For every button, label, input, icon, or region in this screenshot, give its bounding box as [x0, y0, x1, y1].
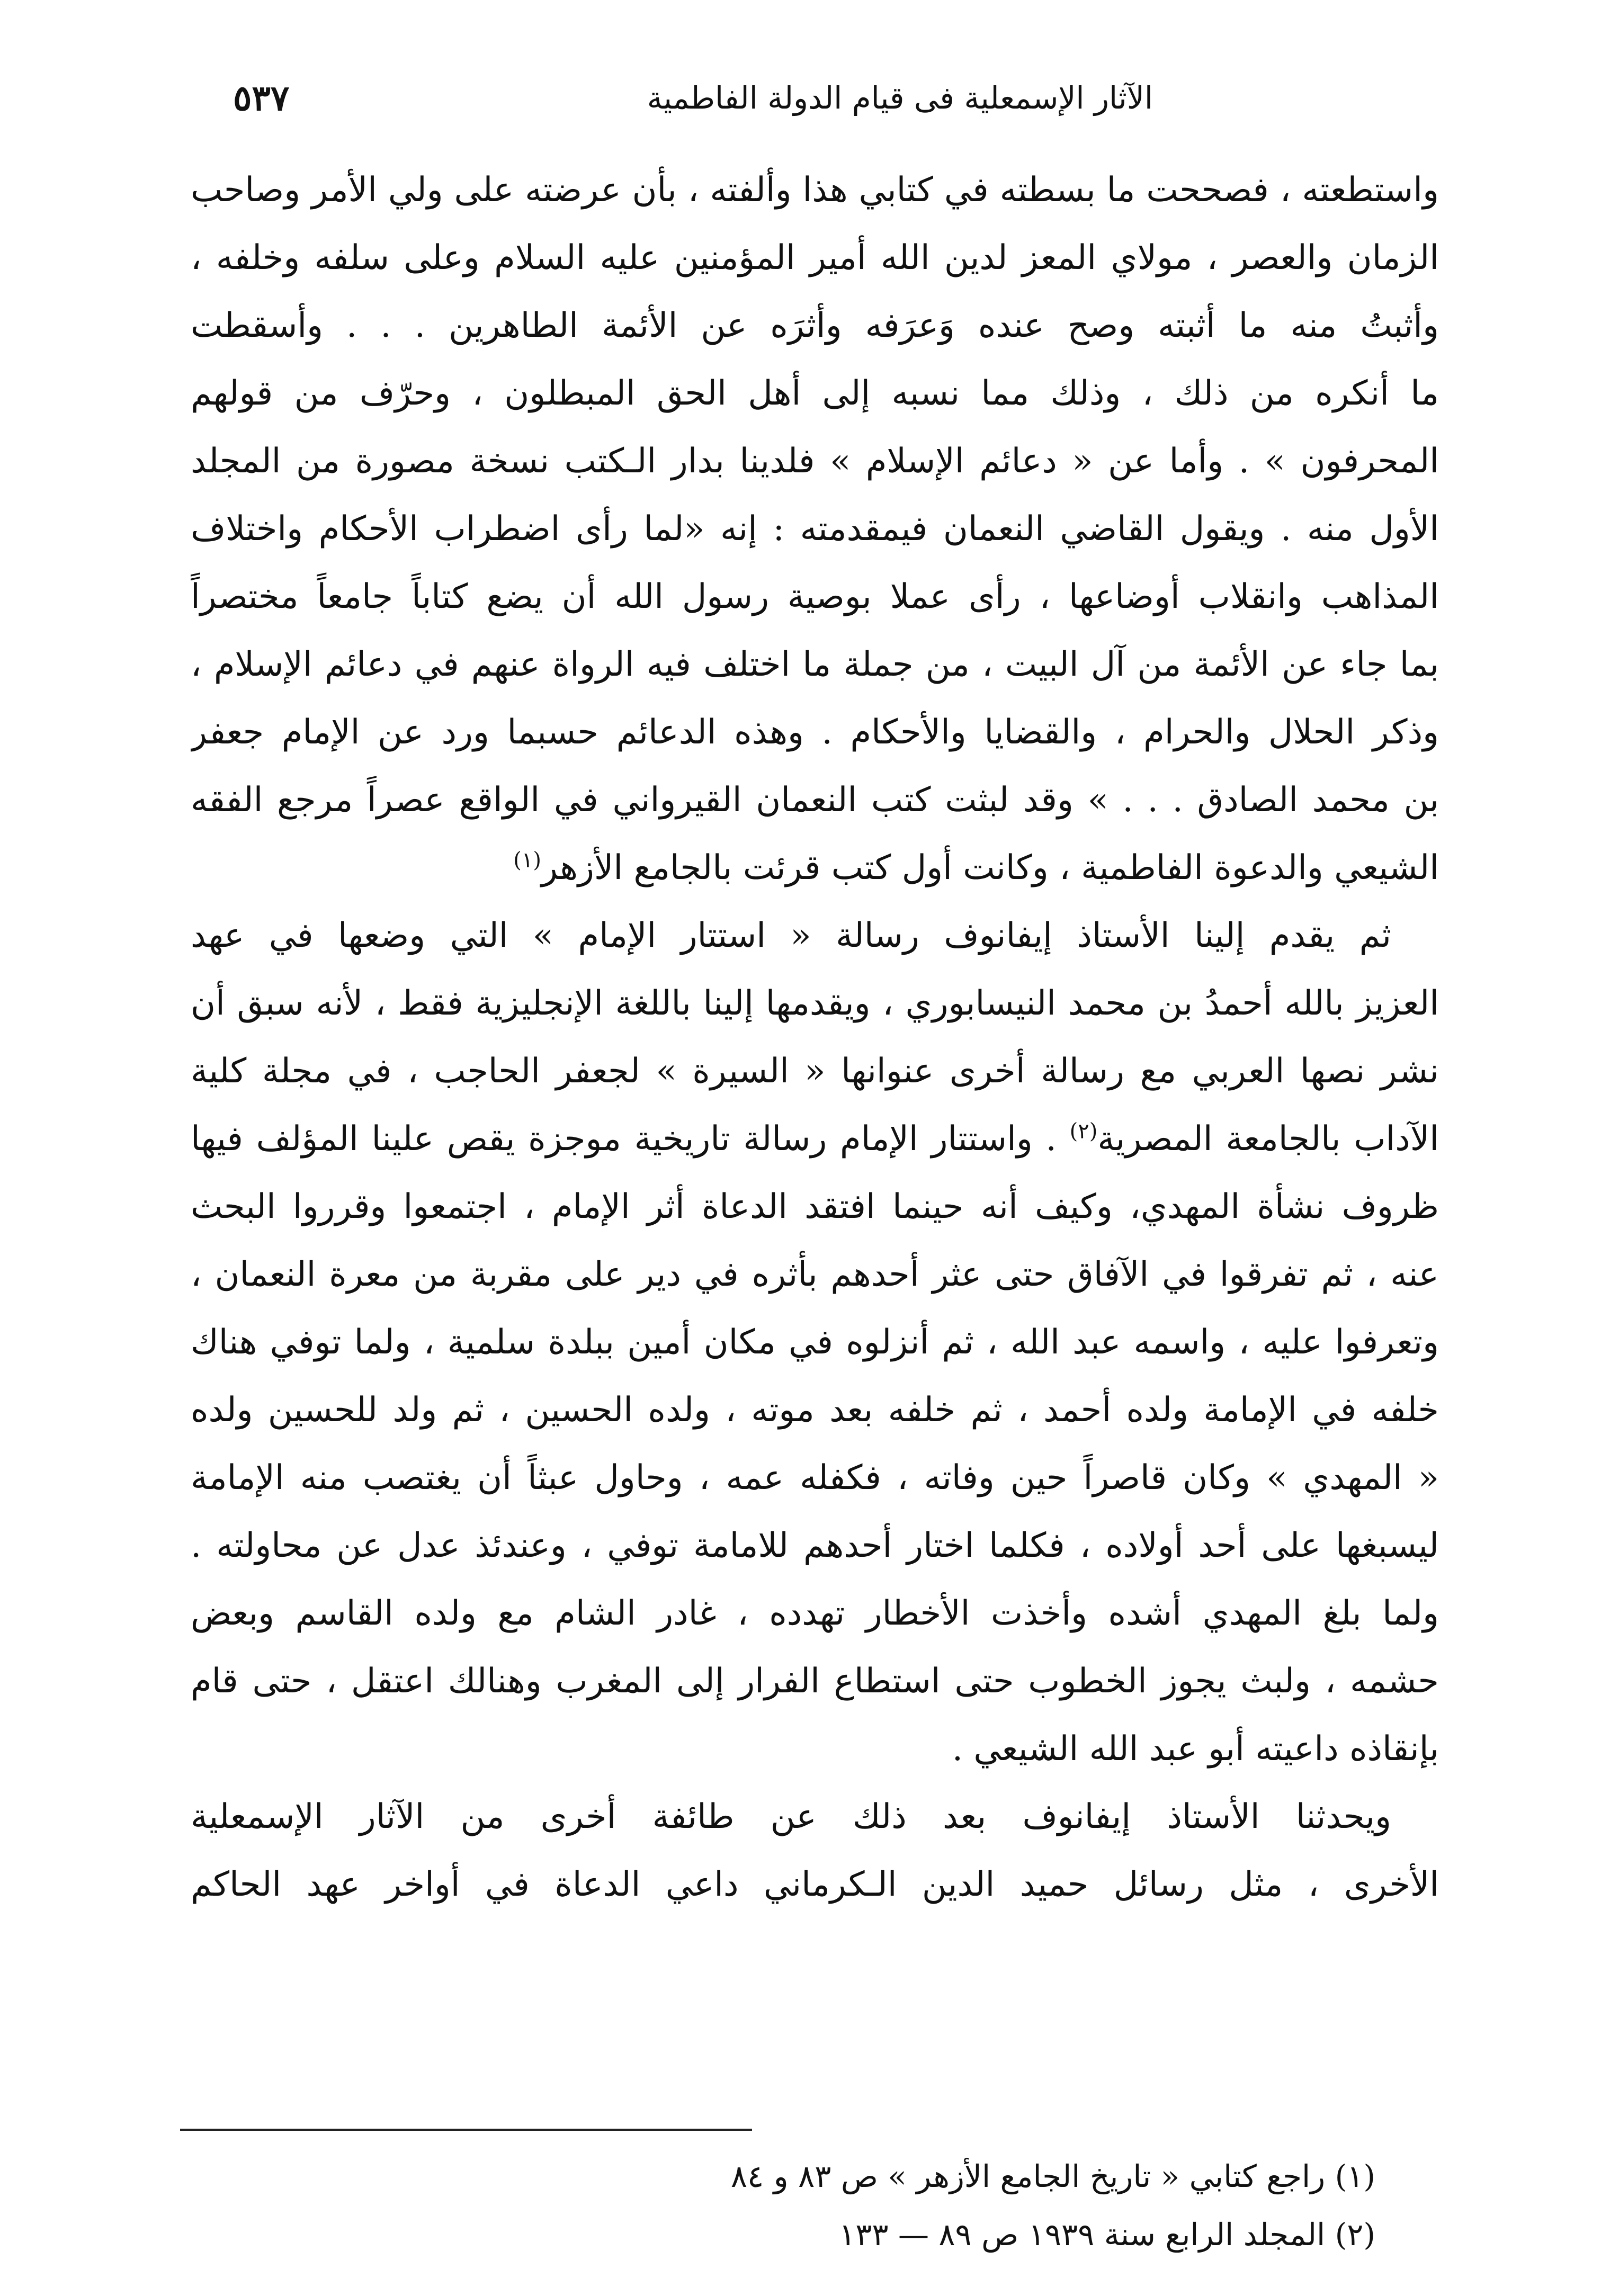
text-line [191, 1105, 1439, 1173]
text-line: ثم يقدم إلينا الأستاذ إيفانوف رسالة « استتار الإمام » التي وضعها في عهد [191, 916, 1391, 955]
text-line: عنه ، ثم تفرقوا في الآفاق حتى عثر أحدهم بأثره في دير على مقربة من معرة النعمان ، [191, 1255, 1439, 1294]
text-line: الأخرى ، مثل رسائل حميد الدين الـكرماني داعي الدعاة في أواخر عهد الحاكم [191, 1865, 1439, 1904]
text-line: ظروف نشأة المهدي، وكيف أنه حينما افتقد الدعاة أثر الإمام ، اجتمعوا وقرروا البحث [191, 1187, 1439, 1226]
line-text: . واستتار الإمام رسالة تاريخية موجزة يقص علينا المؤلف فيها [191, 1119, 1057, 1159]
text-line: وأثبتُ منه ما أثبته وصح عنده وَعرَفه وأثرَه عن الأئمة الطاهرين . . . وأسقطت [191, 306, 1439, 345]
text-line: نشر نصها العربي مع رسالة أخرى عنوانها « السيرة » لجعفر الحاجب ، في مجلة كلية [191, 1052, 1439, 1091]
text-line: ويحدثنا الأستاذ إيفانوف بعد ذلك عن طائفة أخرى من الآثار الإسمعلية [191, 1797, 1391, 1836]
page-number: ٥٣٧ [233, 77, 290, 119]
footnote-1: (١) راجع كتابي « تاريخ الجامع الأزهر » ص ٨٣ و ٨٤ [730, 2158, 1375, 2194]
paragraph-2 [191, 902, 1439, 1783]
line-text: الشيعي والدعوة الفاطمية ، وكانت أول كتب قرئت بالجامع الأزهر [541, 848, 1439, 887]
footnote-divider [180, 2129, 752, 2131]
text-line: العزيز بالله أحمدُ بن محمد النيسابوري ، ويقدمها إلينا باللغة الإنجليزية فقط ، لأنه سبق أن [191, 984, 1439, 1023]
text-line: ليسبغها على أحد أولاده ، فكلما اختار أحدهم للامامة توفي ، وعندئذ عدل عن محاولته . [191, 1526, 1439, 1565]
text-line: خلفه في الإمامة ولده أحمد ، ثم خلفه بعد موته ، ولده الحسين ، ثم ولد للحسين ولده [191, 1391, 1439, 1430]
page-header [191, 69, 1428, 127]
text-line: بإنقاذه داعيته أبو عبد الله الشيعي . [952, 1729, 1439, 1769]
footnote-mark-2: (٢) [1069, 1119, 1098, 1144]
paragraph-1 [191, 156, 1439, 902]
text-line: وذكر الحلال والحرام ، والقضايا والأحكام . وهذه الدعائم حسبما ورد عن الإمام جعفر [191, 713, 1439, 752]
text-line: حشمه ، ولبث يجوز الخطوب حتى استطاع الفرار إلى المغرب وهنالك اعتقل ، حتى قام [191, 1662, 1439, 1701]
text-line: واستطعته ، فصححت ما بسطته في كتابي هذا وألفته ، بأن عرضته على ولي الأمر وصاحب [191, 171, 1439, 210]
text-line: « المهدي » وكان قاصراً حين وفاته ، فكفله عمه ، وحاول عبثاً أن يغتصب منه الإمامة [191, 1458, 1439, 1497]
text-line: بن محمد الصادق . . . » وقد لبثت كتب النعمان القيرواني في الواقع عصراً مرجع الفقه [191, 781, 1439, 820]
line-text: الآداب بالجامعة المصرية [1097, 1119, 1439, 1159]
footnote-2: (٢) المجلد الرابع سنة ١٩٣٩ ص ٨٩ — ١٣٣ [839, 2217, 1375, 2253]
footnote-mark-1: (١) [513, 848, 541, 873]
body-text [191, 156, 1439, 1918]
text-line: الزمان والعصر ، مولاي المعز لدين الله أمير المؤمنين عليه السلام وعلى سلفه وخلفه ، [191, 238, 1439, 277]
text-line [191, 834, 1439, 902]
text-line: ولما بلغ المهدي أشده وأخذت الأخطار تهدده ، غادر الشام مع ولده القاسم وبعض [191, 1594, 1439, 1633]
text-line: بما جاء عن الأئمة من آل البيت ، من جملة ما اختلف فيه الرواة عنهم في دعائم الإسلام ، [191, 645, 1439, 684]
text-line: المحرفون » . وأما عن « دعائم الإسلام » فلدينا بدار الـكتب نسخة مصورة من المجلد [191, 442, 1439, 481]
text-line: وتعرفوا عليه ، واسمه عبد الله ، ثم أنزلوه في مكان أمين ببلدة سلمية ، ولما توفي هناك [191, 1323, 1439, 1362]
running-title: الآثار الإسمعلية فى قيام الدولة الفاطمية [647, 80, 1153, 116]
footnotes [191, 2147, 1375, 2264]
text-line: ما أنكره من ذلك ، وذلك مما نسبه إلى أهل الحق المبطلون ، وحرّف من قولهم [191, 374, 1439, 413]
text-line: المذاهب وانقلاب أوضاعها ، رأى عملا بوصية رسول الله أن يضع كتاباً جامعاً مختصراً [191, 577, 1439, 616]
paragraph-3 [191, 1783, 1439, 1918]
text-line: الأول منه . ويقول القاضي النعمان فيمقدمته : إنه «لما رأى اضطراب الأحكام واختلاف [191, 509, 1439, 549]
